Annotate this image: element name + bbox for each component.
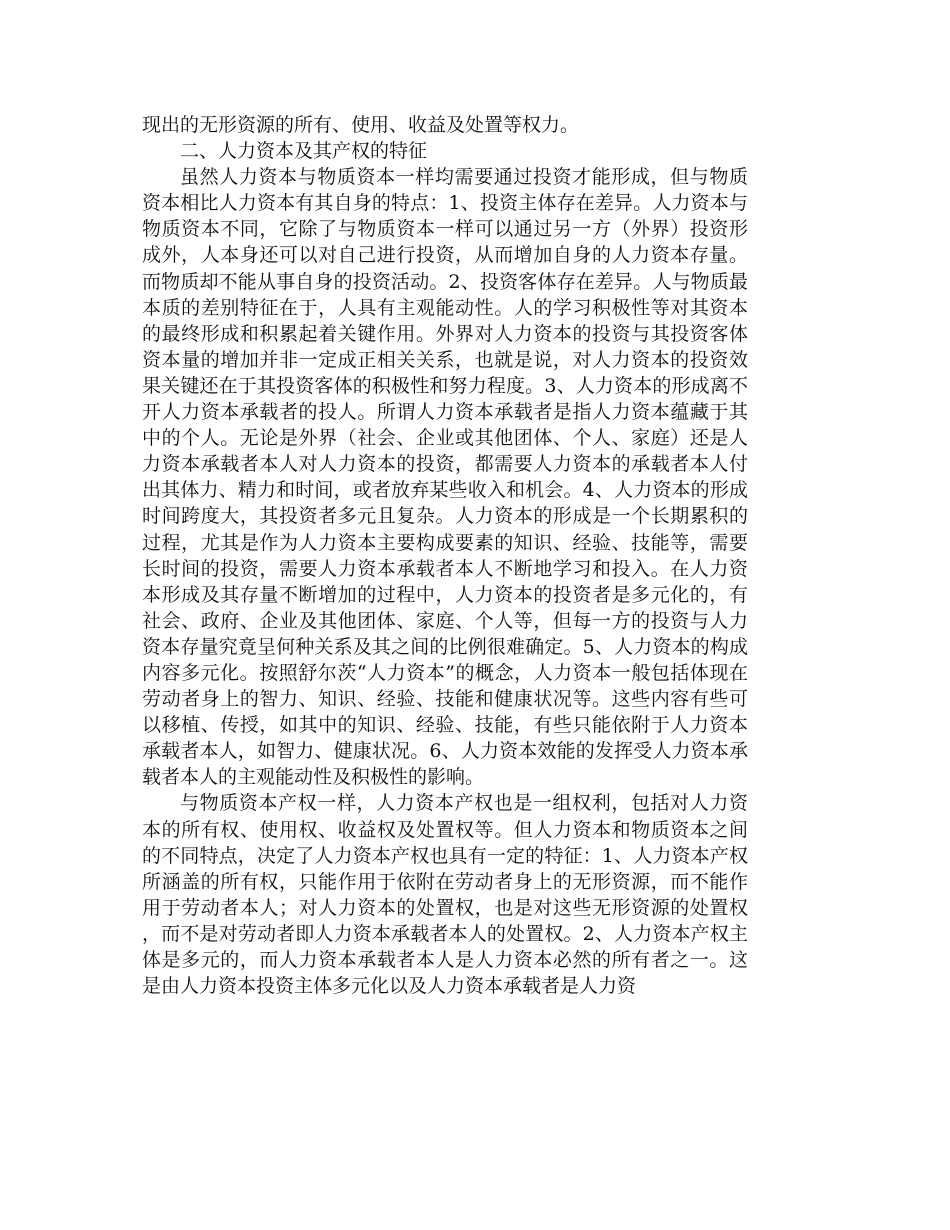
- paragraph-continuation: 现出的无形资源的所有、使用、收益及处置等权力。: [142, 114, 580, 136]
- document-body: [142, 112, 748, 999]
- section-heading: 二、人力资本及其产权的特征: [180, 140, 428, 163]
- paragraph-characteristics: 虽然人力资本与物质资本一样均需要通过投资才能形成，但与物质资本相比人力资本有其自身的特点：1、投资主体存在差异。人力资本与物质资本不同，它除了与物质资本一样可以通过另一方（外界）投资形成外，人本身还可以对自己进行投资，从而增加自身的人力资本存量。而物质却不能从事自身的投资活动。2、投资客体存在差异。人与物质最本质的差别特征在于，人具有主观能动性。人的学习积极性等对其资本的最终形成和积累起着关键作用。外界对人力资本的投资与其投资客体资本量的增加并非一定成正相关关系，也就是说，对人力资本的投资效果关键还在于其投资客体的积极性和努力程度。3、人力资本的形成离不开人力资本承载者的投人。所谓人力资本承载者是指人力资本蕴藏于其中的个人。无论是外界（社会、企业或其他团体、个人、家庭）还是人力资本承载者本人对人力资本的投资，都需要人力资本的承载者本人付出其体力、精力和时间，或者放弃某些收入和机会。4、人力资本的形成时间跨度大，其投资者多元且复杂。人力资本的形成是一个长期累积的过程，尤其是作为人力资本主要构成要素的知识、经验、技能等，需要长时间的投资，需要人力资本承载者本人不断地学习和投入。在人力资本形成及其存量不断增加的过程中，人力资本的投资者是多元化的，有社会、政府、企业及其他团体、家庭、个人等，但每一方的投资与人力资本存量究竟呈何种关系及其之间的比例很难确定。5、人力资本的构成内容多元化。按照舒尔茨“人力资本”的概念，人力资本一般包括体现在劳动者身上的智力、知识、经验、技能和健康状况等。这些内容有些可以移植、传授，如其中的知识、经验、技能，有些只能依附于人力资本承载者本人，如智力、健康状况。6、人力资本效能的发挥受人力资本承载者本人的主观能动性及积极性的影响。: [142, 166, 748, 789]
- paragraph-property-rights: 与物质资本产权一样，人力资本产权也是一组权利，包括对人力资本的所有权、使用权、收益权及处置权等。但人力资本和物质资本之间的不同特点，决定了人力资本产权也具有一定的特征：1、人力资本产权所涵盖的所有权，只能作用于依附在劳动者身上的无形资源，而不能作用于劳动者本人；对人力资本的处置权，也是对这些无形资源的处置权，而不是对劳动者即人力资本承载者本人的处置权。2、人力资本产权主体是多元的，而人力资本承载者本人是人力资本必然的所有者之一。这是由人力资本投资主体多元化以及人力资本承载者是人力资: [142, 792, 748, 998]
